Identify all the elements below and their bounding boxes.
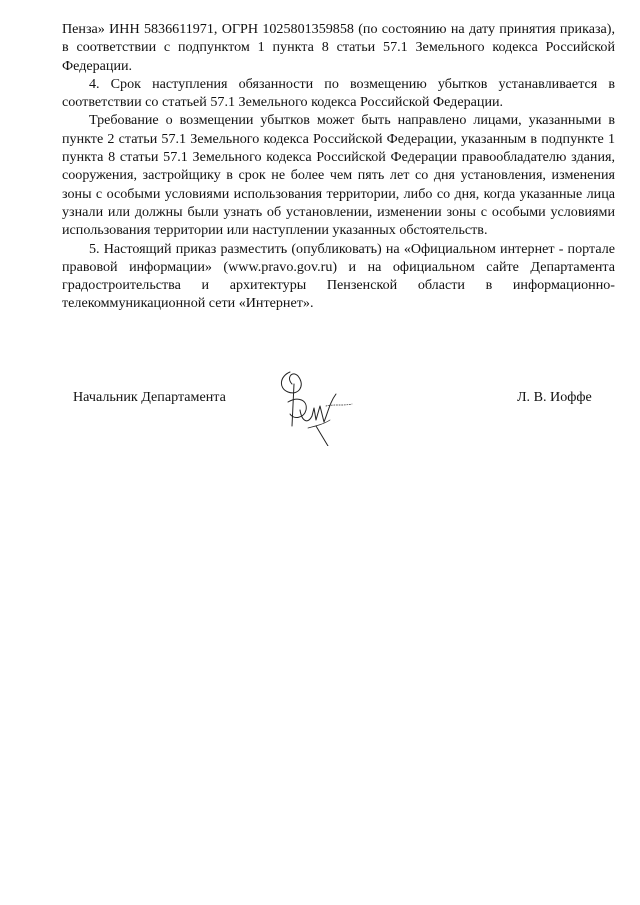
signatory-title: Начальник Департамента <box>73 389 226 405</box>
paragraph-item-4: 4. Срок наступления обязанности по возмещению убытков устанавливается в соответствии со статьей 57.1 Земельного кодекса Российской Федерации. <box>62 75 615 111</box>
paragraph-continuation: Пенза» ИНН 5836611971, ОГРН 1025801359858 (по состоянию на дату принятия приказа), в соответствии с подпунктом 1 пункта 8 статьи 57.1 Земельного кодекса Российской Федерации. <box>62 21 615 74</box>
signatory-name: Л. В. Иоффе <box>517 389 592 405</box>
document-body <box>62 20 615 313</box>
paragraph-damages-claim: Требование о возмещении убытков может быть направлено лицами, указанными в пункте 2 статьи 57.1 Земельного кодекса Российской Федерации, указанным в подпункте 1 пункта 8 статьи 57.1 Земельного кодекса Российской Федерации правообладателю здания, сооружения, застройщику в срок не более чем пять лет со дня установления, изменения зоны с особыми условиями использования территории, либо со дня, когда указанные лица узнали или должны были узнать об установлении, изменении зоны с особыми условиями использования территории или наступлении указанных обстоятельств. <box>62 112 615 239</box>
handwritten-signature <box>272 362 362 446</box>
paragraph-item-5: 5. Настоящий приказ разместить (опубликовать) на «Официальном интернет - портале правовой информации» (www.pravo.gov.ru) и на официальном сайте Департамента градостроительства и архитектуры Пензенской области в информационно-телекоммуникационной сети «Интернет». <box>62 240 615 312</box>
